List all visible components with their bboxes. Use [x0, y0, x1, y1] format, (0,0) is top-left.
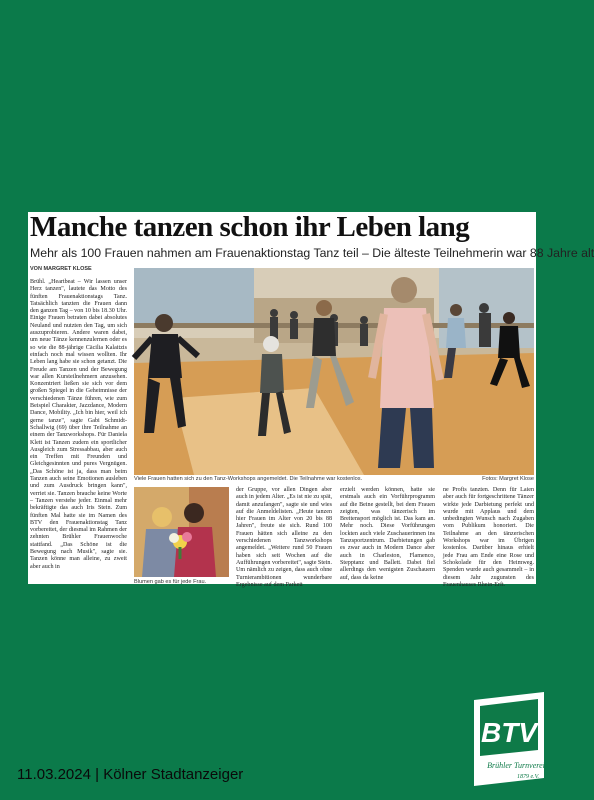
article-column-3	[236, 487, 332, 588]
main-photo-caption: Viele Frauen hatten sich zu den Tanz-Workshops angemeldet. Die Teilnahme war kostenlos.	[134, 476, 363, 482]
article-headline: Manche tanzen schon ihr Leben lang	[30, 211, 470, 243]
dance-workshop-photo	[134, 268, 534, 475]
svg-text:1879 e.V.: 1879 e.V.	[516, 774, 540, 780]
article-subheadline: Mehr als 100 Frauen nahmen am Frauenaktionstag Tanz teil – Die älteste Teilnehmerin war 88 Jahre alt	[30, 246, 594, 260]
svg-text:Brühler Turnverein: Brühler Turnverein	[487, 761, 549, 770]
publication-date-source: 11.03.2024 | Kölner Stadtanzeiger	[17, 766, 244, 783]
article-text: Brühl. „Heartbeat – Wir lassen unser Herz tanzen", lautete das Motto des fünften Frauenaktionstags Tanz. Tatsächlich tanzten die Frauen dann den ganzen Tag – von 10 bis 18.30 Uhr. Einige Frauen betraten dabei absolutes Neuland und nutzten den Tag, um sich auszuprobieren. Andere waren dabei, um neue Tänze kennenzulernen oder es so wie die 88-jährige Cäcilia Kalaitzis einfach noch mal wissen wollten. Ihr Leben lang habe sie schon getanzt. Die Freude am Tanzen und der Bewegung war allen Kursteilnehmern anzusehen. Konzentriert ließen sie sich vor dem großen Spiegel in die Geheimnisse der verschiedenen Tänze führen, wie zum Beispiel Charakter, Jazzdance, Modern Dance, Mobility. „Ich bin hier, weil ich gerne tanze", sagte Gabi Schmidt-Schallwig (69) über ihre Teilnahme an einem der Tanzworkshops. Für Daniela Klett ist Tanzen zudem ein sportlicher Ausgleich zum Stressabbau, aber auch ein Treffen mit Freunden und Gleichgesinnten und pures Vergnügen. „Das Schöne ist ja, dass man beim Tanzen auch seine Emotionen ausleben und zum Ausdruck bringen kann", verriet sie. Tanzen brauche keine Worte – Tanzen verstehe jeder. Einmal mehr bekräftigte das auch Iris Stein. Zum fünften Mal hatte sie im Namen des BTV den Frauenaktionstag Tanz vorbereitet, der diesmal im Rahmen der zehnten Brühler Frauenwoche stattfand. „Das Schöne ist die Bewegung nach Musik", sagte sie. Tanzen könne man alleine, zu zweit aber auch in	[30, 279, 127, 570]
flowers-photo	[134, 487, 229, 577]
newspaper-clipping	[28, 211, 594, 588]
article-column-1	[30, 279, 127, 584]
article-text: erzielt werden können, hatte sie erstmals auch ein Vorführprogramm auf die Beine gestellt, bei dem Frauen zeigten, was tänzerisch im Breitensport möglich ist. Das kam an. Mehr noch. Diese Vorführungen lockten auch viele Zuschauerinnen ins Tanzsportzentrum. Darbietungen gab es zwar auch in Modern Dance aber auch in Charleston, Flamenco, Stepptanz und Ballett. Dabei fiel allerdings den wenigsten Zuschauern auf, dass da keine	[340, 487, 435, 581]
article-byline: VON MARGRET KLOSE	[30, 266, 92, 272]
article-text: der Gruppe, vor allen Dingen aber auch in jedem Alter. „Es ist nie zu spät, damit anzufangen", sagte sie und wies auf die Anmeldelisten. „Heute tanzen hier Frauen im Alter von 20 bis 88 Jahren", freute sie sich. Rund 100 Frauen hätten sich alleine zu den verschiedenen Tanzworkshops angemeldet. „Weitere rund 50 Frauen haben sich seit Wochen auf die Aufführungen vorbereitet", sagte Stein. Um nämlich zu zeigen, dass auch ohne Turnierambitionen wunderbare Ergebnisse auf dem Parkett	[236, 487, 332, 588]
btv-logo	[466, 690, 552, 790]
article-column-5	[443, 487, 534, 588]
article-column-4	[340, 487, 435, 584]
photo-credit: Fotos: Margret Klose	[482, 476, 534, 482]
svg-text:BTV: BTV	[481, 717, 537, 748]
small-photo-caption: Blumen gab es für jede Frau.	[134, 579, 207, 585]
article-text: ne Profis tanzten. Denn für Laien aber auch für fortgeschrittene Tänzer wirkte jede Darbietung perfekt und wurde mit Applaus und dem unbedingten Wunsch nach Zugaben vom Publikum honoriert. Die Teilnahme an den tänzerischen Workshops war im Übrigen kostenlos. Darüber hinaus erhielt jede Frau am Ende eine Rose und Schokolade für den Heimweg. Spenden wurde auch gesammelt – in diesem Jahr zugunsten des Frauenhauses Rhein-Erft.	[443, 487, 534, 588]
